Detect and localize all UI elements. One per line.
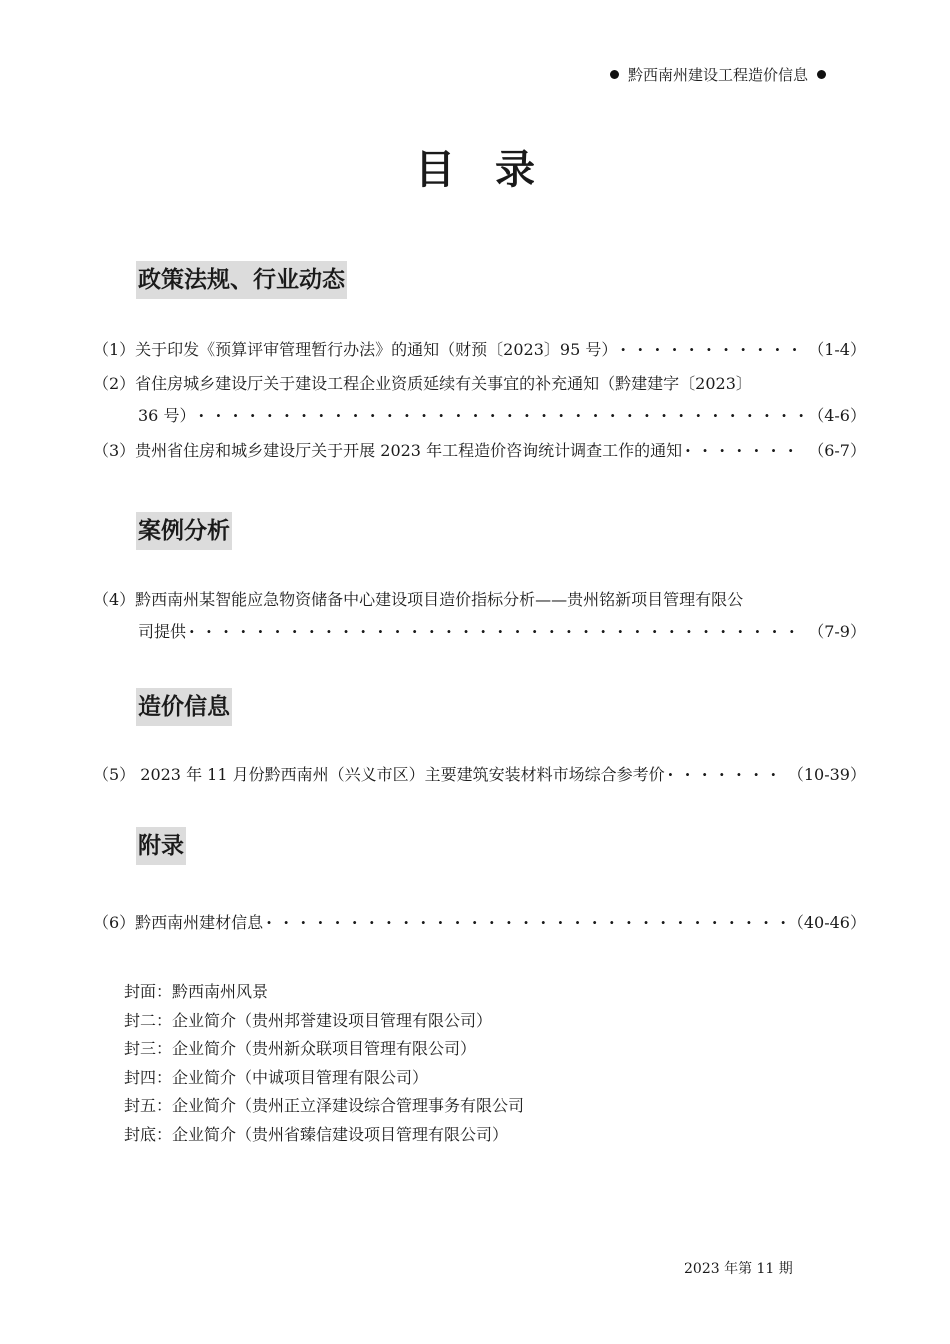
toc-entry-pages: （40-46）: [787, 913, 866, 932]
cover-credits: [124, 978, 524, 1149]
toc-entry-4[interactable]: [93, 584, 866, 648]
leader-dots: [266, 907, 785, 939]
cover-item: 封面：黔西南州风景: [124, 982, 269, 1001]
page-title: 目录: [415, 147, 575, 193]
leader-dots: [189, 616, 805, 648]
toc-entry-pages: （6-7）: [808, 441, 866, 460]
cover-item: 封五：企业简介（贵州正立泽建设综合管理事务有限公司: [124, 1096, 525, 1115]
cover-item: 封二：企业简介（贵州邦誉建设项目管理有限公司）: [124, 1010, 493, 1030]
toc-entry-2[interactable]: [93, 368, 866, 432]
cover-item: 封四：企业简介（中诚项目管理有限公司）: [124, 1067, 429, 1087]
leader-dots: [198, 400, 805, 432]
leader-dots: [685, 435, 805, 467]
toc-entry-text: （2）省住房城乡建设厅关于建设工程企业资质延续有关事宜的补充通知（黔建建字〔2023〕: [93, 374, 752, 393]
issue-footer: 2023 年第 11 期: [684, 1261, 793, 1277]
bullet-dot-icon: [817, 70, 826, 79]
toc-entry-text: （4）黔西南州某智能应急物资储备中心建设项目造价指标分析——贵州铭新项目管理有限公: [93, 590, 744, 609]
leader-dots: [668, 759, 785, 791]
cover-item: 封底：企业简介（贵州省臻信建设项目管理有限公司）: [124, 1124, 509, 1144]
section-heading-cost: 造价信息: [136, 688, 232, 726]
header-title: 黔西南州建设工程造价信息: [627, 66, 808, 84]
toc-entry-text: （1）关于印发《预算评审管理暂行办法》的通知（财预〔2023〕95 号）: [93, 340, 618, 359]
toc-entry-text-cont: 司提供: [138, 622, 187, 641]
toc-entry-5[interactable]: [93, 759, 866, 791]
toc-entry-1[interactable]: [93, 334, 866, 366]
toc-entry-pages: （1-4）: [808, 340, 866, 359]
section-heading-policy: 政策法规、行业动态: [136, 261, 347, 299]
toc-entry-text: （5） 2023 年 11 月份黔西南州（兴义市区）主要建筑安装材料市场综合参考价: [93, 765, 665, 784]
toc-entry-text: （3）贵州省住房和城乡建设厅关于开展 2023 年工程造价咨询统计调查工作的通知: [93, 441, 683, 460]
section-heading-case: 案例分析: [136, 512, 232, 550]
bullet-dot-icon: [610, 70, 619, 79]
section-heading-appendix: 附录: [136, 827, 186, 865]
toc-entry-3[interactable]: [93, 435, 866, 467]
leader-dots: [620, 334, 805, 366]
running-header: [610, 64, 826, 85]
toc-entry-pages: （4-6）: [808, 406, 866, 425]
toc-entry-pages: （7-9）: [808, 622, 866, 641]
toc-entry-pages: （10-39）: [787, 765, 866, 784]
toc-entry-6[interactable]: [93, 907, 866, 939]
toc-entry-text-cont: 36 号）: [138, 406, 196, 425]
cover-item: 封三：企业简介（贵州新众联项目管理有限公司）: [124, 1039, 477, 1058]
toc-entry-text: （6）黔西南州建材信息: [93, 913, 264, 932]
